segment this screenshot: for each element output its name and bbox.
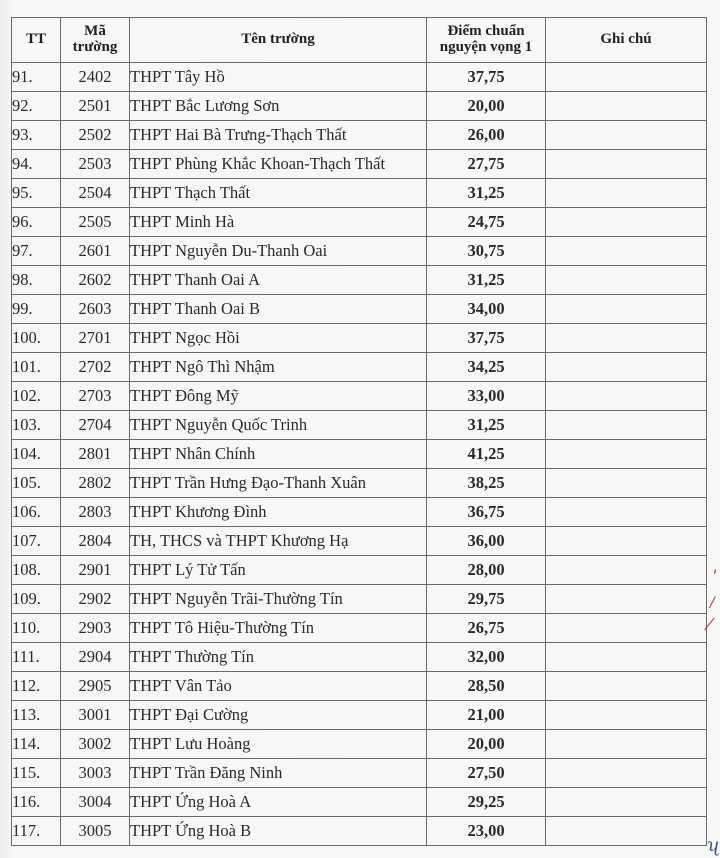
cutoff-score: 27,75 [427,150,546,179]
note-cell [546,556,707,585]
header-tt: TT [12,18,61,63]
table-body [12,63,707,846]
table-row [12,759,707,788]
cutoff-score: 36,00 [427,527,546,556]
row-number: 114. [12,730,61,759]
school-name: THPT Thường Tín [130,643,427,672]
row-number: 97. [12,237,61,266]
cutoff-score: 28,00 [427,556,546,585]
school-name: THPT Nguyễn Trãi-Thường Tín [130,585,427,614]
note-cell [546,266,707,295]
school-code: 3001 [61,701,130,730]
note-cell [546,614,707,643]
school-code: 2804 [61,527,130,556]
school-code: 2603 [61,295,130,324]
table-row [12,266,707,295]
row-number: 99. [12,295,61,324]
school-name: THPT Bắc Lương Sơn [130,92,427,121]
school-name: THPT Đại Cường [130,701,427,730]
note-cell [546,788,707,817]
school-name: THPT Ứng Hoà A [130,788,427,817]
school-name: THPT Ngọc Hồi [130,324,427,353]
cutoff-score: 26,00 [427,121,546,150]
table-row [12,730,707,759]
table-row [12,295,707,324]
cutoff-score: 37,75 [427,324,546,353]
table-row [12,382,707,411]
note-cell [546,324,707,353]
row-number: 91. [12,63,61,92]
cutoff-score: 31,25 [427,179,546,208]
cutoff-score: 27,50 [427,759,546,788]
table-row [12,121,707,150]
row-number: 96. [12,208,61,237]
school-name: THPT Ứng Hoà B [130,817,427,846]
school-name: THPT Trần Đăng Ninh [130,759,427,788]
table-row [12,788,707,817]
header-ten-truong: Tên trường [130,18,427,63]
cutoff-score: 28,50 [427,672,546,701]
note-cell [546,585,707,614]
header-ghi-chu: Ghi chú [546,18,707,63]
row-number: 102. [12,382,61,411]
school-code: 2704 [61,411,130,440]
note-cell [546,382,707,411]
cutoff-score: 38,25 [427,469,546,498]
note-cell [546,179,707,208]
school-code: 3004 [61,788,130,817]
header-diem-line1: Điểm chuẩn [447,23,525,40]
cutoff-score: 34,00 [427,295,546,324]
school-name: THPT Khương Đình [130,498,427,527]
school-code: 2902 [61,585,130,614]
school-code: 2803 [61,498,130,527]
cutoff-score: 29,75 [427,585,546,614]
table-row [12,498,707,527]
table-row [12,92,707,121]
note-cell [546,701,707,730]
school-name: THPT Hai Bà Trưng-Thạch Thất [130,121,427,150]
school-code: 3003 [61,759,130,788]
row-number: 103. [12,411,61,440]
row-number: 117. [12,817,61,846]
table-row [12,643,707,672]
table-row [12,150,707,179]
row-number: 93. [12,121,61,150]
row-number: 100. [12,324,61,353]
signature-fragment: ʯ [708,834,719,856]
note-cell [546,817,707,846]
row-number: 116. [12,788,61,817]
note-cell [546,643,707,672]
school-code: 2601 [61,237,130,266]
school-name: THPT Nguyễn Du-Thanh Oai [130,237,427,266]
table-row [12,179,707,208]
school-code: 2905 [61,672,130,701]
row-number: 98. [12,266,61,295]
red-ink-mark: ' [710,565,719,586]
table-row [12,63,707,92]
school-code: 2503 [61,150,130,179]
school-code: 2602 [61,266,130,295]
row-number: 107. [12,527,61,556]
note-cell [546,527,707,556]
school-name: THPT Tô Hiệu-Thường Tín [130,614,427,643]
row-number: 112. [12,672,61,701]
note-cell [546,63,707,92]
header-diem-chuan [427,18,546,63]
school-code: 2402 [61,63,130,92]
school-code: 2505 [61,208,130,237]
table-row [12,411,707,440]
note-cell [546,92,707,121]
school-code: 3002 [61,730,130,759]
school-name: THPT Minh Hà [130,208,427,237]
school-name: THPT Đông Mỹ [130,382,427,411]
note-cell [546,150,707,179]
cutoff-score: 30,75 [427,237,546,266]
note-cell [546,237,707,266]
header-ma-truong-line1: Mã [84,23,106,40]
school-name: THPT Lưu Hoàng [130,730,427,759]
cutoff-score: 31,25 [427,411,546,440]
row-number: 92. [12,92,61,121]
note-cell [546,440,707,469]
school-code: 2501 [61,92,130,121]
school-name: THPT Ngô Thì Nhậm [130,353,427,382]
cutoff-score: 23,00 [427,817,546,846]
table-row [12,324,707,353]
cutoff-score: 20,00 [427,730,546,759]
red-ink-mark: ⁄ [708,615,711,634]
school-name: THPT Thanh Oai A [130,266,427,295]
cutoff-score: 32,00 [427,643,546,672]
school-code: 2904 [61,643,130,672]
cutoff-score: 41,25 [427,440,546,469]
note-cell [546,295,707,324]
note-cell [546,730,707,759]
cutoff-score: 33,00 [427,382,546,411]
school-code: 3005 [61,817,130,846]
table-row [12,353,707,382]
school-code: 2502 [61,121,130,150]
red-ink-mark: / [710,595,715,611]
note-cell [546,759,707,788]
school-name: THPT Vân Tảo [130,672,427,701]
table-row [12,817,707,846]
school-code: 2504 [61,179,130,208]
cutoff-score: 20,00 [427,92,546,121]
row-number: 94. [12,150,61,179]
cutoff-score: 31,25 [427,266,546,295]
note-cell [546,208,707,237]
school-name: THPT Tây Hồ [130,63,427,92]
table-row [12,440,707,469]
row-number: 113. [12,701,61,730]
cutoff-score: 24,75 [427,208,546,237]
table-row [12,208,707,237]
school-code: 2903 [61,614,130,643]
cutoff-score: 29,25 [427,788,546,817]
school-name: THPT Thạch Thất [130,179,427,208]
school-code: 2901 [61,556,130,585]
row-number: 95. [12,179,61,208]
cutoff-score: 36,75 [427,498,546,527]
table-header-row [12,18,707,63]
cutoff-score: 37,75 [427,63,546,92]
row-number: 115. [12,759,61,788]
school-code: 2701 [61,324,130,353]
note-cell [546,121,707,150]
table-row [12,527,707,556]
school-name: THPT Lý Tử Tấn [130,556,427,585]
row-number: 106. [12,498,61,527]
row-number: 101. [12,353,61,382]
school-name: THPT Nguyễn Quốc Trinh [130,411,427,440]
note-cell [546,498,707,527]
table-row [12,585,707,614]
table-row [12,672,707,701]
header-ma-truong [61,18,130,63]
table-row [12,237,707,266]
note-cell [546,469,707,498]
row-number: 104. [12,440,61,469]
row-number: 110. [12,614,61,643]
school-code: 2801 [61,440,130,469]
note-cell [546,672,707,701]
row-number: 111. [12,643,61,672]
note-cell [546,353,707,382]
admission-score-table [11,17,707,846]
school-code: 2802 [61,469,130,498]
row-number: 108. [12,556,61,585]
table-row [12,614,707,643]
school-name: THPT Nhân Chính [130,440,427,469]
school-name: THPT Trần Hưng Đạo-Thanh Xuân [130,469,427,498]
school-name: THPT Thanh Oai B [130,295,427,324]
row-number: 105. [12,469,61,498]
table-row [12,701,707,730]
school-name: THPT Phùng Khắc Khoan-Thạch Thất [130,150,427,179]
school-code: 2702 [61,353,130,382]
cutoff-score: 26,75 [427,614,546,643]
row-number: 109. [12,585,61,614]
school-name: TH, THCS và THPT Khương Hạ [130,527,427,556]
school-code: 2703 [61,382,130,411]
header-diem-line2: nguyện vọng 1 [439,39,533,55]
cutoff-score: 21,00 [427,701,546,730]
note-cell [546,411,707,440]
header-ma-truong-line2: trường [72,39,118,55]
cutoff-score: 34,25 [427,353,546,382]
table-row [12,469,707,498]
table-row [12,556,707,585]
